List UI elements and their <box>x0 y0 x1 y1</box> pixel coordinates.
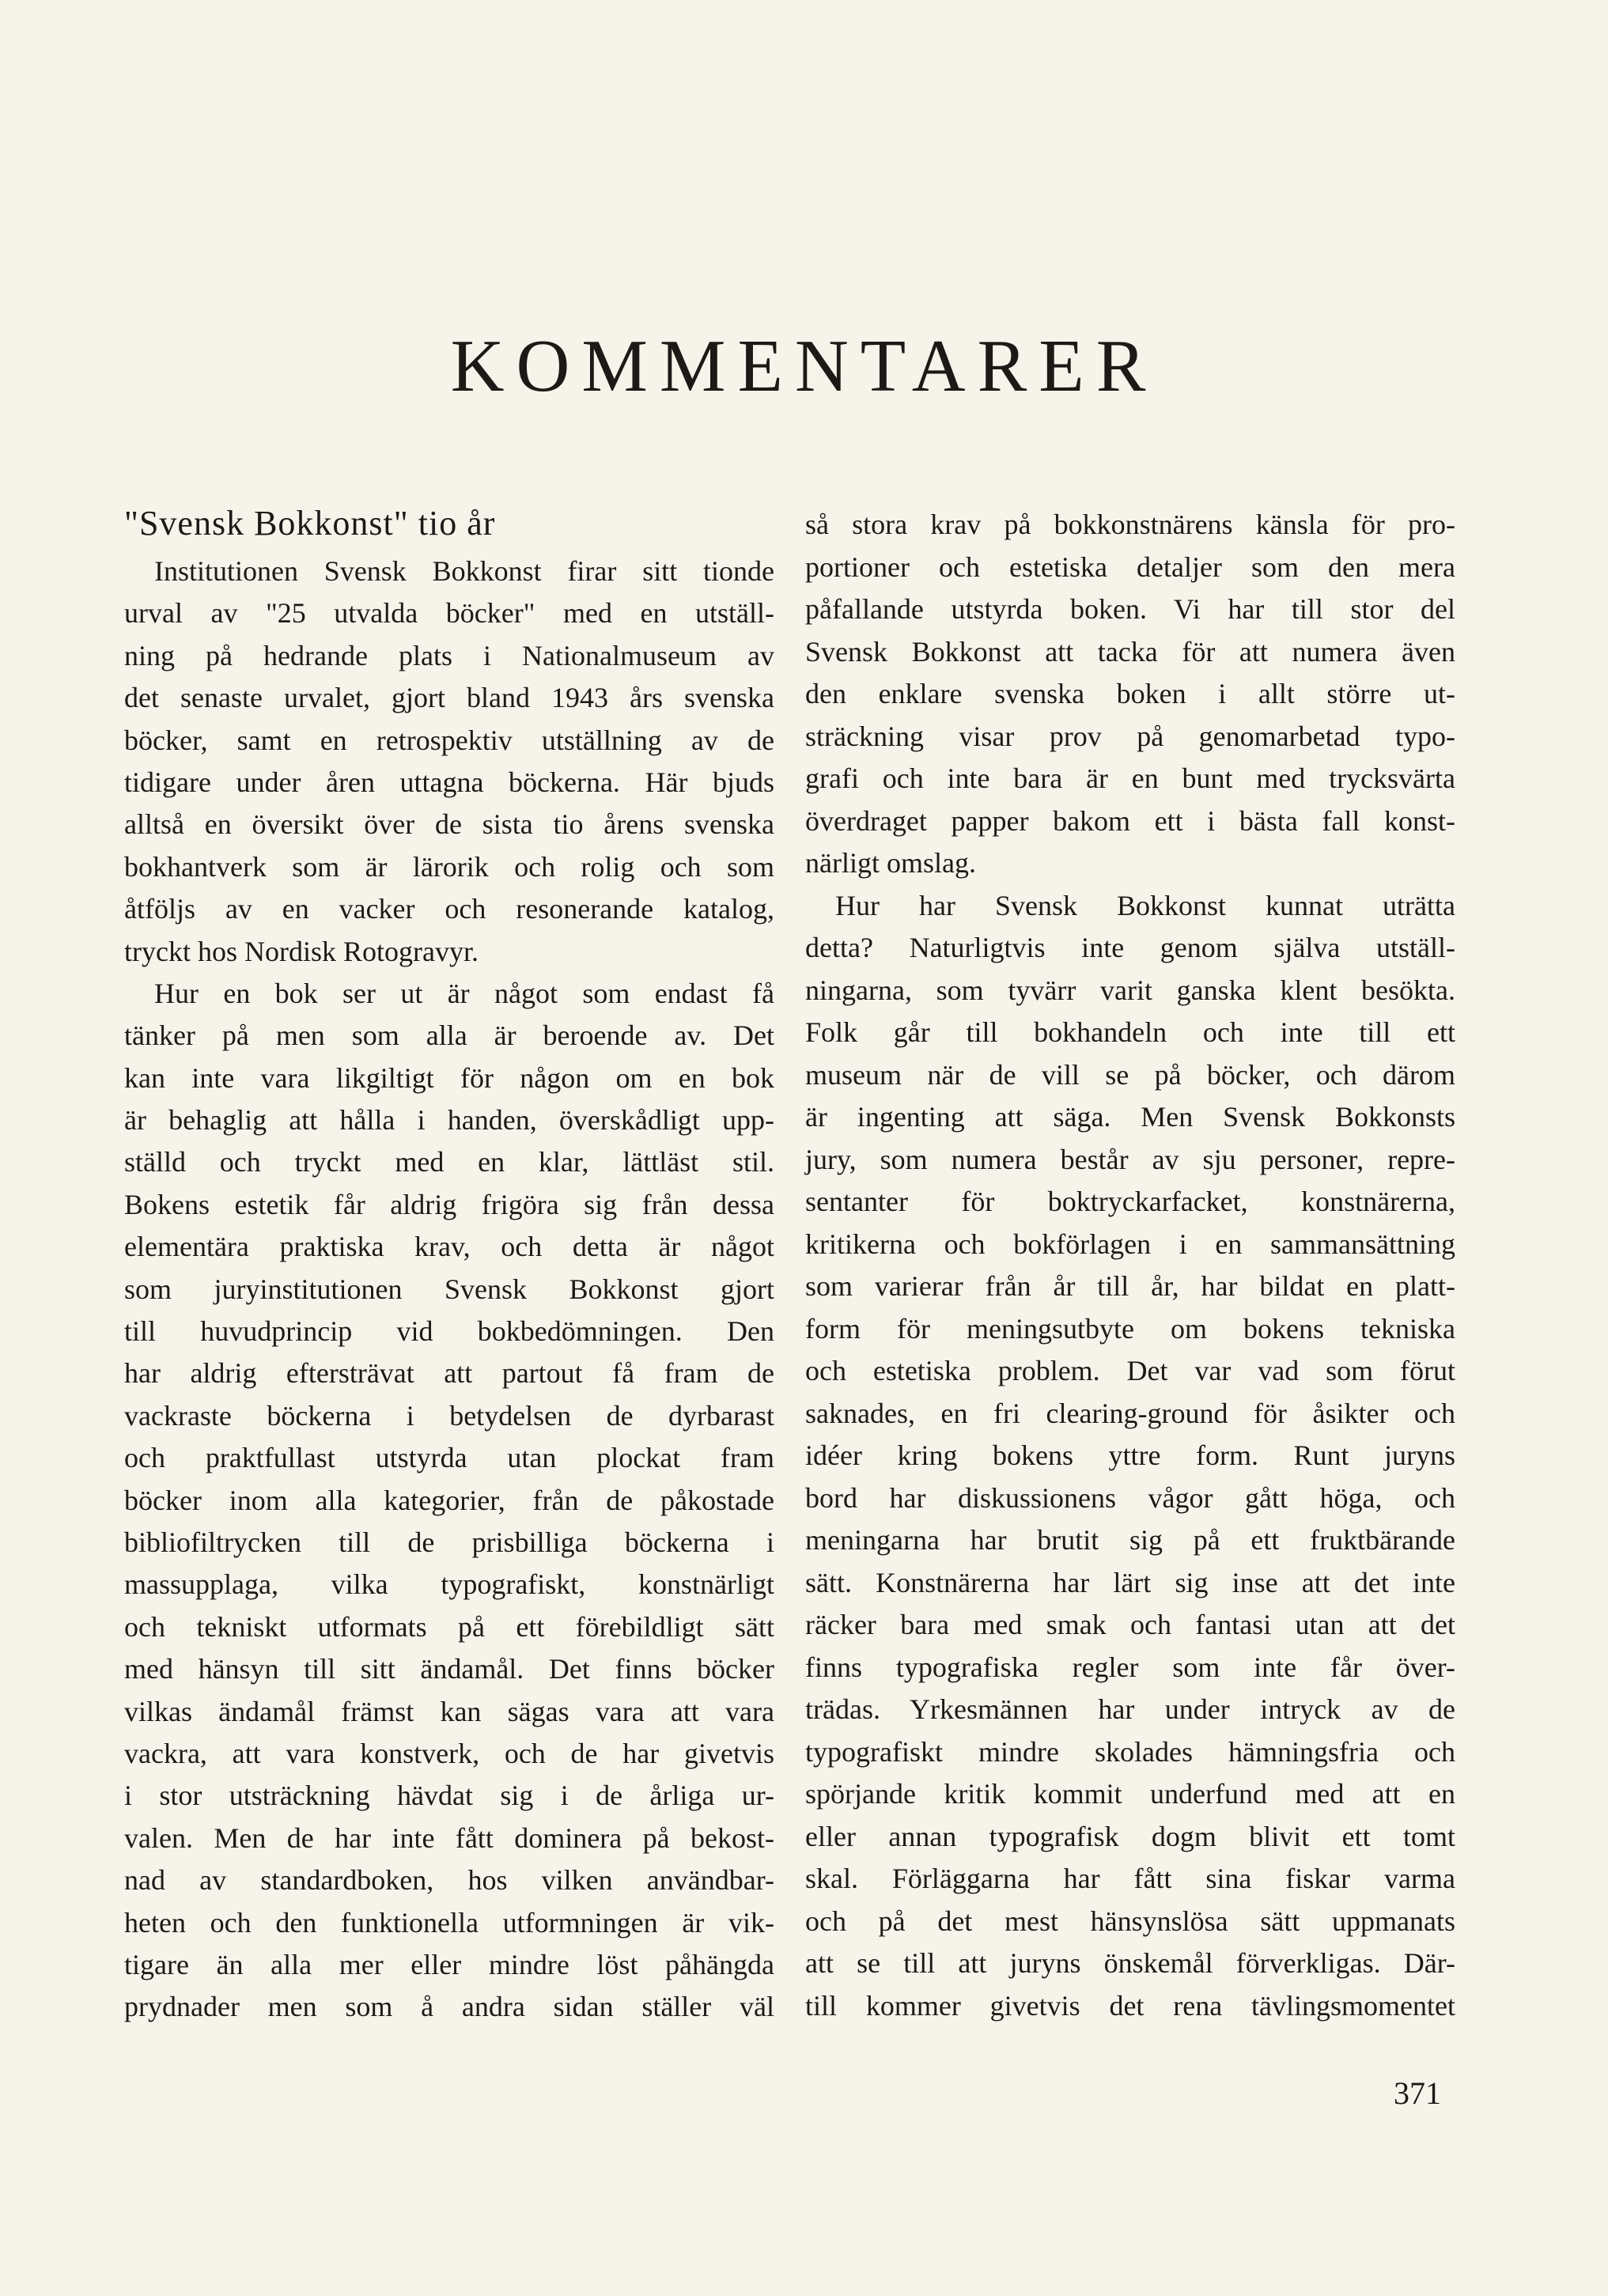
text-line: idéer kring bokens yttre form. Runt juryns <box>805 1439 1455 1471</box>
text-line: sätt. Konstnärerna har lärt sig inse att det inte <box>805 1566 1455 1598</box>
text-line: och praktfullast utstyrda utan plockat fram <box>124 1442 774 1474</box>
text-line: kritikerna och bokförlagen i en sammansättning <box>805 1227 1455 1260</box>
text-line: finns typografiska regler som inte får över- <box>805 1651 1455 1683</box>
text-line: vackraste böckerna i betydelsen de dyrbarast <box>124 1399 774 1432</box>
text-line: saknades, en fri clearing-ground för åsikter och <box>805 1397 1455 1429</box>
right-column <box>805 504 1455 2027</box>
text-line: kan inte vara likgiltigt för någon om en bok <box>124 1061 774 1094</box>
text-line: tidigare under åren uttagna böckerna. Här bjuds <box>124 766 774 798</box>
text-line: prydnader men som å andra sidan ställer väl <box>124 1991 774 2023</box>
text-line: nad av standardboken, hos vilken användbar- <box>124 1864 774 1897</box>
text-line: tryckt hos Nordisk Rotogravyr. <box>124 935 479 967</box>
text-line: ställd och tryckt med en klar, lättläst stil. <box>124 1146 774 1178</box>
text-line: detta? Naturligtvis inte genom själva utställ- <box>805 932 1455 963</box>
text-line: som varierar från år till år, har bildat en platt- <box>805 1270 1455 1302</box>
text-line: Hur har Svensk Bokkonst kunnat uträtta <box>835 889 1455 921</box>
text-line: och estetiska problem. Det var vad som förut <box>805 1355 1455 1386</box>
text-line: tigare än alla mer eller mindre löst påhängda <box>124 1948 774 1980</box>
text-line: Bokens estetik får aldrig frigöra sig från dessa <box>124 1188 774 1220</box>
text-line: i stor utsträckning hävdat sig i de årliga ur- <box>124 1780 774 1812</box>
text-line: meningarna har brutit sig på ett fruktbärande <box>805 1524 1455 1556</box>
text-line: den enklare svenska boken i allt större ut- <box>805 678 1455 709</box>
text-line: närligt omslag. <box>805 847 976 879</box>
text-line: skal. Förläggarna har fått sina fiskar varma <box>805 1863 1455 1894</box>
text-line: sentanter för boktryckarfacket, konstnärerna, <box>805 1186 1455 1217</box>
text-line: så stora krav på bokkonstnärens känsla för pro- <box>805 509 1455 540</box>
text-line: är behaglig att hålla i handen, överskådligt upp- <box>124 1104 774 1137</box>
text-line: grafi och inte bara är en bunt med trycksvärta <box>805 762 1455 794</box>
text-line: bibliofiltrycken till de prisbilliga böckerna i <box>124 1526 774 1558</box>
text-line: böcker inom alla kategorier, från de påkostade <box>124 1484 774 1516</box>
text-line: räcker bara med smak och fantasi utan att det <box>805 1609 1455 1640</box>
left-column-body <box>124 550 774 2029</box>
page-title: KOMMENTARER <box>450 325 1158 407</box>
text-line: Svensk Bokkonst att tacka för att numera även <box>805 635 1455 668</box>
left-column <box>124 500 774 2029</box>
text-line: till kommer givetvis det rena tävlingsmomentet <box>805 1989 1455 2022</box>
text-line: eller annan typografisk dogm blivit ett tomt <box>805 1820 1455 1852</box>
text-line: vilkas ändamål främst kan sägas vara att vara <box>124 1695 774 1727</box>
text-line: alltså en översikt över de sista tio årens svenska <box>124 808 774 841</box>
text-line: och tekniskt utformats på ett förebildligt sätt <box>124 1610 774 1643</box>
text-line: tänker på men som alla är beroende av. Det <box>124 1019 774 1052</box>
page-number: 371 <box>1394 2075 1441 2111</box>
text-line: spörjande kritik kommit underfund med att en <box>805 1778 1455 1810</box>
text-line: valen. Men de har inte fått dominera på bekost- <box>124 1821 774 1854</box>
text-line: ning på hedrande plats i Nationalmuseum av <box>124 639 774 671</box>
text-line: Institutionen Svensk Bokkonst firar sitt tionde <box>154 555 774 587</box>
text-line: massupplaga, vilka typografiskt, konstnärligt <box>124 1568 774 1601</box>
text-line: böcker, samt en retrospektiv utställning av de <box>124 724 774 756</box>
text-line: ningarna, som tyvärr varit ganska klent besökta. <box>805 974 1455 1006</box>
text-line: typografiskt mindre skolades hämningsfria och <box>805 1735 1455 1768</box>
text-line: att se till att juryns önskemål förverkligas. Där- <box>805 1947 1455 1979</box>
text-line: form för meningsutbyte om bokens tekniska <box>805 1312 1455 1345</box>
text-line: har aldrig eftersträvat att partout få fram de <box>124 1357 774 1390</box>
text-line: som juryinstitutionen Svensk Bokkonst gjort <box>124 1273 774 1305</box>
text-line: portioner och estetiska detaljer som den mera <box>805 550 1455 583</box>
text-line: med hänsyn till sitt ändamål. Det finns böcker <box>124 1653 774 1685</box>
text-line: sträckning visar prov på genomarbetad typo- <box>805 720 1455 752</box>
text-line: till huvudprincip vid bokbedömningen. Den <box>124 1315 774 1348</box>
text-line: är ingenting att säga. Men Svensk Bokkonsts <box>805 1101 1455 1133</box>
text-line: heten och den funktionella utformningen är vik- <box>124 1906 774 1939</box>
text-line: vackra, att vara konstverk, och de har givetvis <box>124 1737 774 1769</box>
text-line: trädas. Yrkesmännen har under intryck av de <box>805 1693 1455 1725</box>
text-line: åtföljs av en vacker och resonerande katalog, <box>124 893 774 925</box>
text-line: påfallande utstyrda boken. Vi har till stor del <box>805 593 1455 625</box>
text-line: urval av "25 utvalda böcker" med en utställ- <box>124 597 774 630</box>
text-line: jury, som numera består av sju personer, repre- <box>805 1143 1455 1175</box>
text-line: det senaste urvalet, gjort bland 1943 års svenska <box>124 682 774 714</box>
text-line: och på det mest hänsynslösa sätt uppmanats <box>805 1905 1455 1937</box>
text-line: bokhantverk som är lärorik och rolig och som <box>124 850 774 883</box>
text-line: överdraget papper bakom ett i bästa fall konst- <box>805 804 1455 837</box>
right-column-body <box>805 504 1455 2027</box>
text-line: Folk går till bokhandeln och inte till ett <box>805 1016 1455 1048</box>
article-heading: "Svensk Bokkonst" tio år <box>124 504 496 543</box>
text-line: bord har diskussionens vågor gått höga, och <box>805 1481 1455 1514</box>
text-line: Hur en bok ser ut är något som endast få <box>154 977 774 1009</box>
text-line: elementära praktiska krav, och detta är något <box>124 1231 774 1263</box>
text-line: museum när de vill se på böcker, och därom <box>805 1058 1455 1091</box>
